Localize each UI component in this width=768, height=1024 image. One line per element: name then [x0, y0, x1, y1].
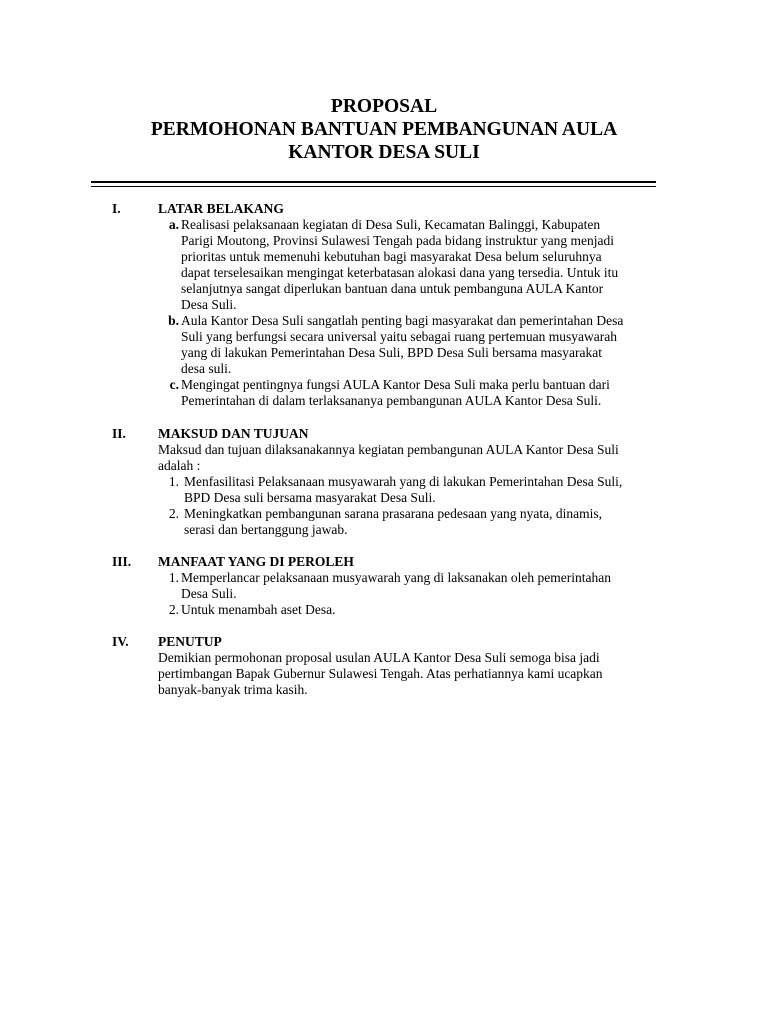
item-text-line: prioritas untuk memenuhi kebutuhan bagi masyarakat Desa belum seluruhnya — [181, 249, 602, 264]
body-text-line: pertimbangan Bapak Gubernur Sulawesi Tengah. Atas perhatiannya kami ucapkan — [158, 666, 603, 681]
title-line-1: PROPOSAL — [330, 96, 438, 117]
item-text-line: serasi dan bertanggung jawab. — [184, 522, 348, 537]
intro-text-line: adalah : — [158, 458, 201, 473]
item-text-line: Aula Kantor Desa Suli sangatlah penting bagi masyarakat dan pemerintahan Desa — [181, 313, 624, 328]
section-4-number: IV. — [112, 634, 129, 649]
item-text-line: Memperlancar pelaksanaan musyawarah yang di laksanakan oleh pemerintahan — [181, 570, 611, 585]
item-marker: c. — [169, 377, 179, 392]
item-text-line: desa suli. — [181, 361, 232, 376]
item-text-line: Mengingat pentingnya fungsi AULA Kantor Desa Suli maka perlu bantuan dari — [181, 377, 610, 392]
item-text-line: Menfasilitasi Pelaksanaan musyawarah yang di lakukan Pemerintahan Desa Suli, — [184, 474, 623, 489]
section-1-heading: LATAR BELAKANG — [158, 201, 284, 216]
intro-text-line: Maksud dan tujuan dilaksanakannya kegiatan pembangunan AULA Kantor Desa Suli — [158, 442, 619, 457]
title-divider-thin — [91, 186, 656, 187]
section-1-number: I. — [112, 201, 121, 216]
section-4-body — [158, 650, 678, 698]
item-text-line: selanjutnya sangat diperlukan bantuan dana untuk pembanguna AULA Kantor — [181, 281, 604, 296]
item-marker: 2. — [168, 602, 179, 617]
item-marker: 2. — [168, 506, 179, 521]
body-text-line: Demikian permohonan proposal usulan AULA Kantor Desa Suli semoga bisa jadi — [158, 650, 600, 665]
section-4-heading: PENUTUP — [158, 634, 222, 649]
title-line-3: KANTOR DESA SULI — [288, 142, 480, 163]
section-1-item-a — [158, 217, 678, 313]
item-text-line: yang di lakukan Pemerintahan Desa Suli, BPD Desa Suli bersama masyarakat — [181, 345, 603, 360]
section-1-item-c — [158, 377, 678, 409]
item-text-line: Meningkatkan pembangunan sarana prasarana pedesaan yang nyata, dinamis, — [184, 506, 602, 521]
section-3-item-1 — [158, 570, 678, 602]
section-2-item-1 — [158, 474, 678, 506]
item-text-line: Parigi Moutong, Provinsi Sulawesi Tengah pada bidang instruktur yang menjadi — [181, 233, 615, 248]
item-text-line: Untuk menambah aset Desa. — [181, 602, 336, 617]
section-3-number: III. — [112, 554, 132, 569]
title-divider-thick — [91, 181, 656, 183]
section-3-item-2 — [158, 602, 678, 618]
section-2-number: II. — [112, 426, 126, 441]
item-text-line: BPD Desa suli bersama masyarakat Desa Suli. — [184, 490, 436, 505]
section-3-heading: MANFAAT YANG DI PEROLEH — [158, 554, 354, 569]
item-text-line: Desa Suli. — [181, 586, 237, 601]
item-marker: a. — [168, 217, 179, 232]
title-line-2: PERMOHONAN BANTUAN PEMBANGUNAN AULA — [150, 119, 618, 140]
section-1-item-b — [158, 313, 678, 377]
item-text-line: Pemerintahan di dalam terlaksananya pembangunan AULA Kantor Desa Suli. — [181, 393, 602, 408]
item-text-line: dapat terselesaikan mengingat keterbatasan alokasi dana yang tersedia. Untuk itu — [181, 265, 619, 280]
section-2-item-2 — [158, 506, 678, 538]
item-marker: 1. — [168, 570, 179, 585]
section-2-intro — [158, 442, 678, 474]
item-text-line: Realisasi pelaksanaan kegiatan di Desa Suli, Kecamatan Balinggi, Kabupaten — [181, 217, 601, 232]
item-marker: b. — [168, 313, 179, 328]
item-marker: 1. — [168, 474, 179, 489]
body-text-line: banyak-banyak trima kasih. — [158, 682, 308, 697]
item-text-line: Suli yang berfungsi secara universal yaitu sebagai ruang pertemuan musyawarah — [181, 329, 617, 344]
item-text-line: Desa Suli. — [181, 297, 237, 312]
section-2-heading: MAKSUD DAN TUJUAN — [158, 426, 309, 441]
